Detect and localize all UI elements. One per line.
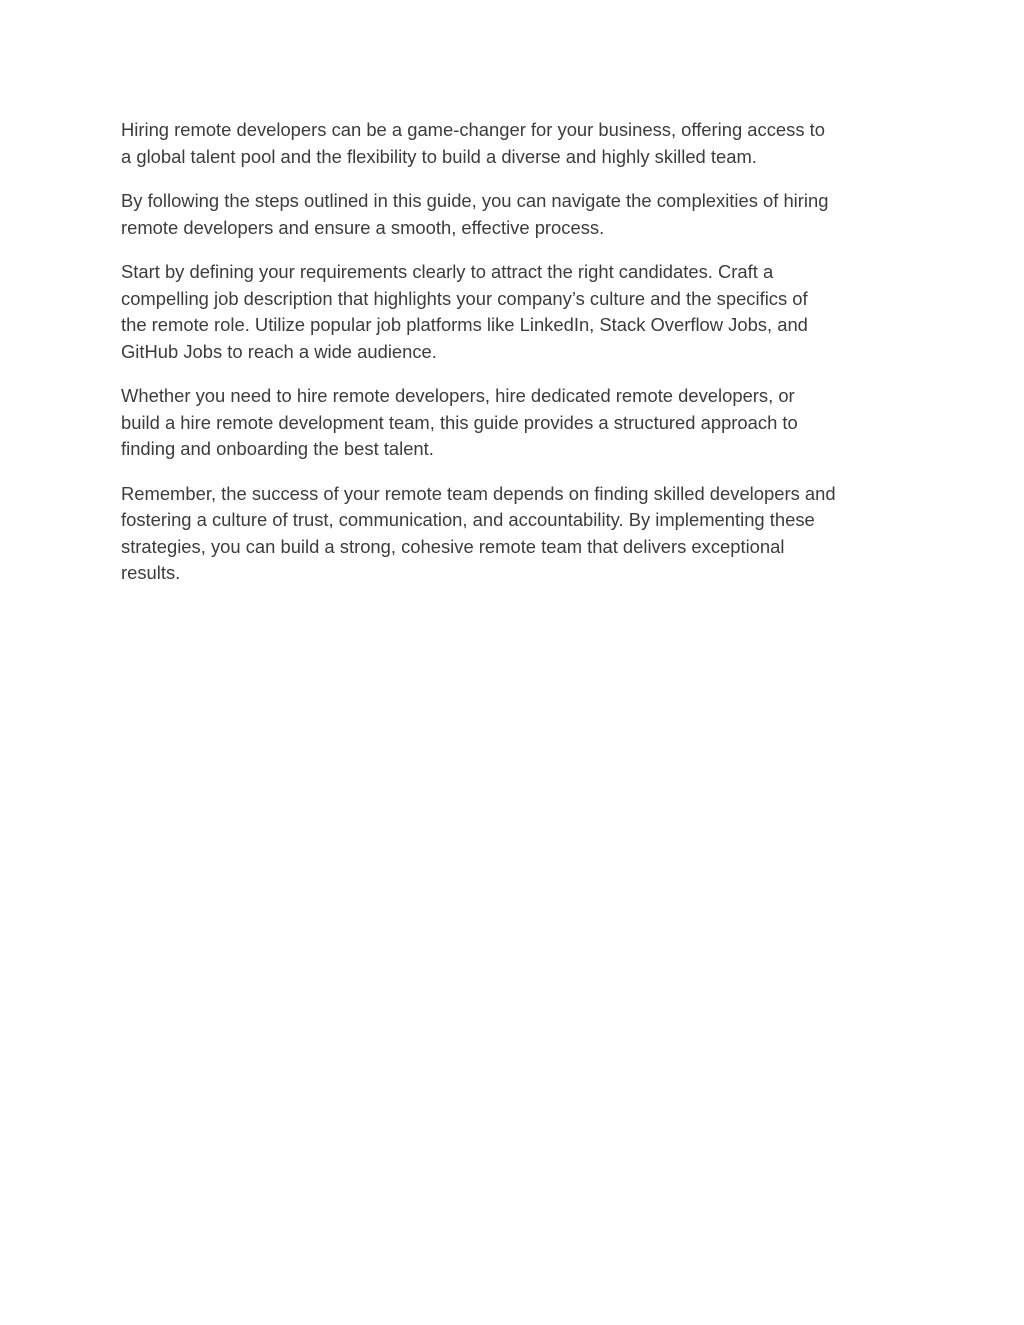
- paragraph-line: GitHub Jobs to reach a wide audience.: [121, 340, 437, 362]
- paragraph-intro: [121, 117, 905, 170]
- paragraph-hiring-options: [121, 383, 905, 463]
- paragraph-line: Whether you need to hire remote developers, hire dedicated remote developers, or: [121, 385, 795, 406]
- paragraph-line: Start by defining your requirements clearly to attract the right candidates. Craft a: [121, 261, 774, 282]
- paragraph-line: finding and onboarding the best talent.: [121, 438, 434, 459]
- paragraph-line: Hiring remote developers can be a game-changer for your business, offering access to: [121, 119, 825, 140]
- paragraph-line: compelling job description that highlights your company’s culture and the specifics of: [121, 287, 808, 309]
- document-body: [121, 117, 905, 605]
- paragraph-line: By following the steps outlined in this guide, you can navigate the complexities of hiring: [121, 190, 829, 211]
- paragraph-line: fostering a culture of trust, communication, and accountability. By implementing these: [121, 509, 815, 530]
- paragraph-line: build a hire remote development team, this guide provides a structured approach to: [121, 411, 798, 433]
- paragraph-requirements: [121, 259, 905, 365]
- paragraph-line: strategies, you can build a strong, cohesive remote team that delivers exceptional: [121, 535, 785, 557]
- paragraph-line: results.: [121, 562, 181, 583]
- paragraph-line: Remember, the success of your remote team depends on finding skilled developers and: [121, 482, 836, 504]
- paragraph-line: the remote role. Utilize popular job platforms like LinkedIn, Stack Overflow Jobs, and: [121, 314, 808, 335]
- paragraph-line: remote developers and ensure a smooth, effective process.: [121, 216, 605, 238]
- paragraph-line: a global talent pool and the flexibility to build a diverse and highly skilled team.: [121, 145, 757, 167]
- paragraph-conclusion: [121, 481, 905, 587]
- paragraph-guide-steps: [121, 188, 905, 241]
